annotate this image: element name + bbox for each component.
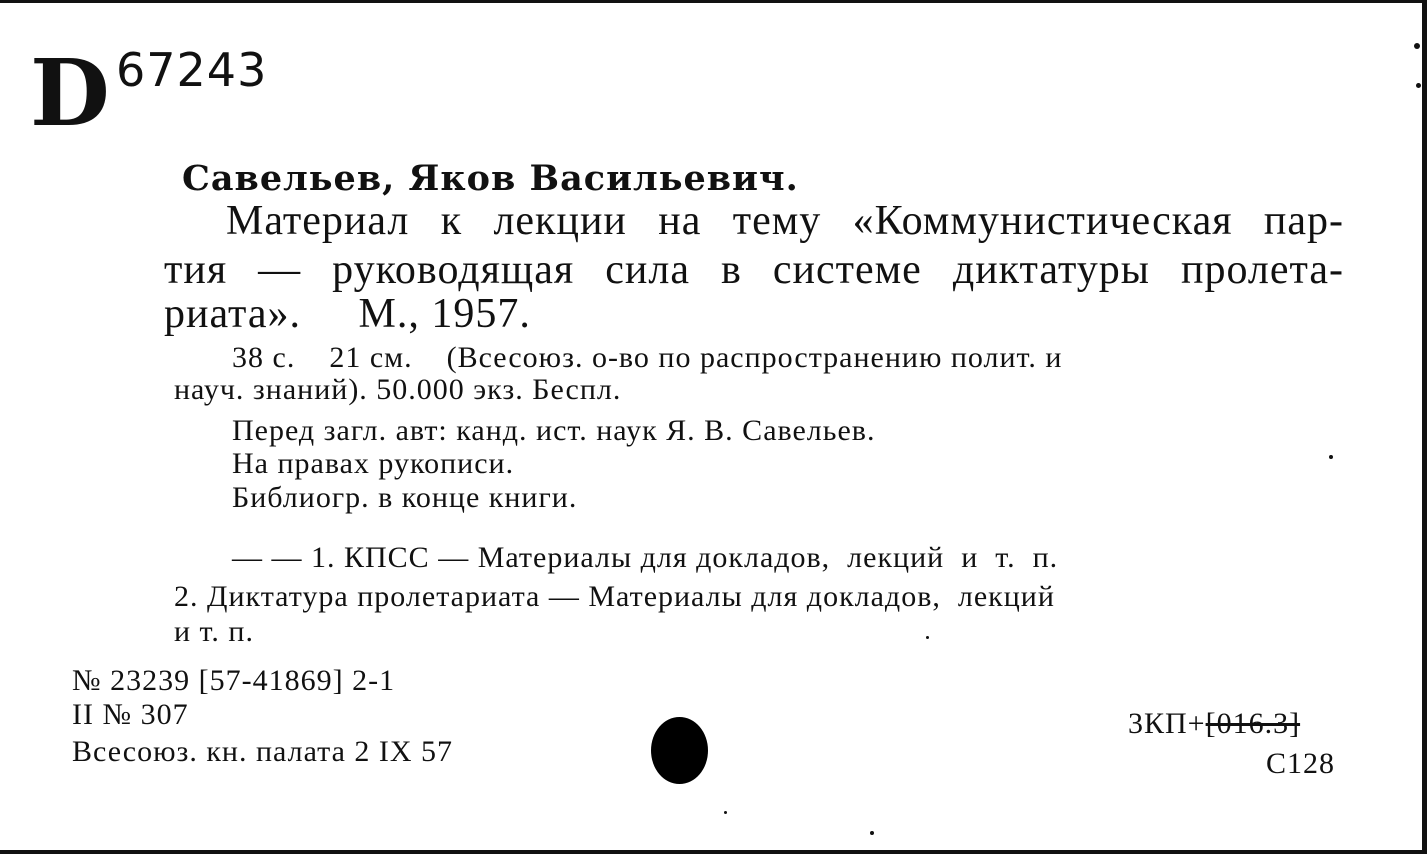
- subject-line: 2. Диктатура пролетариата — Материалы для докладов, лекций: [174, 580, 1055, 613]
- registry-line: № 23239 [57-41869] 2-1: [72, 664, 396, 697]
- registry-line: Всесоюз. кн. палата 2 IX 57: [72, 735, 454, 768]
- classification-code: С128: [1266, 747, 1336, 780]
- classification-line: [1128, 708, 1300, 740]
- title-line: тия — руководящая сила в системе диктатуры пролета-: [164, 247, 1344, 293]
- call-number: 67243: [116, 43, 268, 97]
- ink-speck: [870, 831, 874, 835]
- classification-struck: [016.3]: [1205, 707, 1301, 740]
- call-letter: D: [30, 39, 108, 147]
- registry-line: II № 307: [72, 698, 189, 731]
- subject-line: и т. п.: [174, 615, 254, 648]
- author-heading: Савельев, Яков Васильевич.: [182, 158, 799, 199]
- ink-speck: [1329, 455, 1333, 459]
- collation-line: 38 с. 21 см. (Всесоюз. о-во по распространению полит. и: [232, 341, 1063, 374]
- ink-speck: [1416, 83, 1421, 88]
- collation-line: науч. знаний). 50.000 экз. Беспл.: [174, 373, 622, 406]
- ink-speck: [926, 636, 929, 639]
- subject-line: — — 1. КПСС — Материалы для докладов, лекций и т. п.: [232, 541, 1059, 574]
- ink-speck: [1414, 43, 1420, 49]
- title-line: риата». М., 1957.: [164, 291, 531, 337]
- note-line: На правах рукописи.: [232, 447, 515, 480]
- title-line: Материал к лекции на тему «Коммунистическая пар-: [226, 198, 1344, 244]
- ink-speck: [724, 811, 727, 814]
- note-line: Перед загл. авт: канд. ист. наук Я. В. Савельев.: [232, 414, 876, 447]
- punch-hole: [651, 717, 708, 784]
- note-line: Библиогр. в конце книги.: [232, 481, 578, 514]
- classification-prefix: 3КП+: [1128, 707, 1206, 740]
